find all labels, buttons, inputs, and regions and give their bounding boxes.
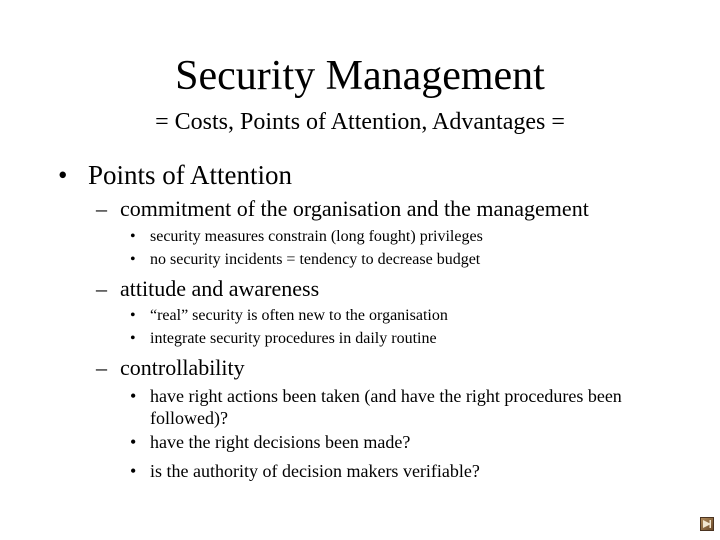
list-item-text: is the authority of decision makers verifiable? bbox=[150, 461, 480, 481]
play-next-icon bbox=[702, 519, 712, 529]
section-heading-text: controllability bbox=[120, 355, 245, 380]
next-slide-button[interactable] bbox=[700, 517, 714, 531]
list-item-text: integrate security procedures in daily routine bbox=[150, 330, 437, 347]
dash-marker: – bbox=[96, 196, 107, 221]
list-item-text: have the right decisions been made? bbox=[150, 432, 411, 452]
section-heading-text: commitment of the organisation and the management bbox=[120, 196, 589, 221]
list-item-text: have right actions been taken (and have the right procedures been followed)? bbox=[150, 386, 622, 428]
bullet-marker: • bbox=[130, 251, 136, 268]
bullet-marker: • bbox=[58, 160, 68, 190]
bullet-marker: • bbox=[130, 307, 136, 324]
list-item-text: no security incidents = tendency to decrease budget bbox=[150, 251, 481, 268]
list-item-text: security measures constrain (long fought) privileges bbox=[150, 228, 483, 245]
bullet-marker: • bbox=[130, 330, 136, 347]
dash-marker: – bbox=[96, 276, 107, 301]
bullet-marker: • bbox=[130, 228, 136, 245]
slide-title: Security Management bbox=[175, 53, 545, 99]
section-heading-text: attitude and awareness bbox=[120, 276, 320, 301]
dash-marker: – bbox=[96, 355, 107, 380]
list-item-text: “real” security is often new to the organisation bbox=[150, 307, 448, 324]
main-bullet-text: Points of Attention bbox=[88, 160, 293, 190]
bullet-marker: • bbox=[130, 461, 137, 481]
bullet-marker: • bbox=[130, 386, 137, 406]
bullet-marker: • bbox=[130, 432, 137, 452]
slide-subtitle: = Costs, Points of Attention, Advantages = bbox=[155, 109, 565, 135]
